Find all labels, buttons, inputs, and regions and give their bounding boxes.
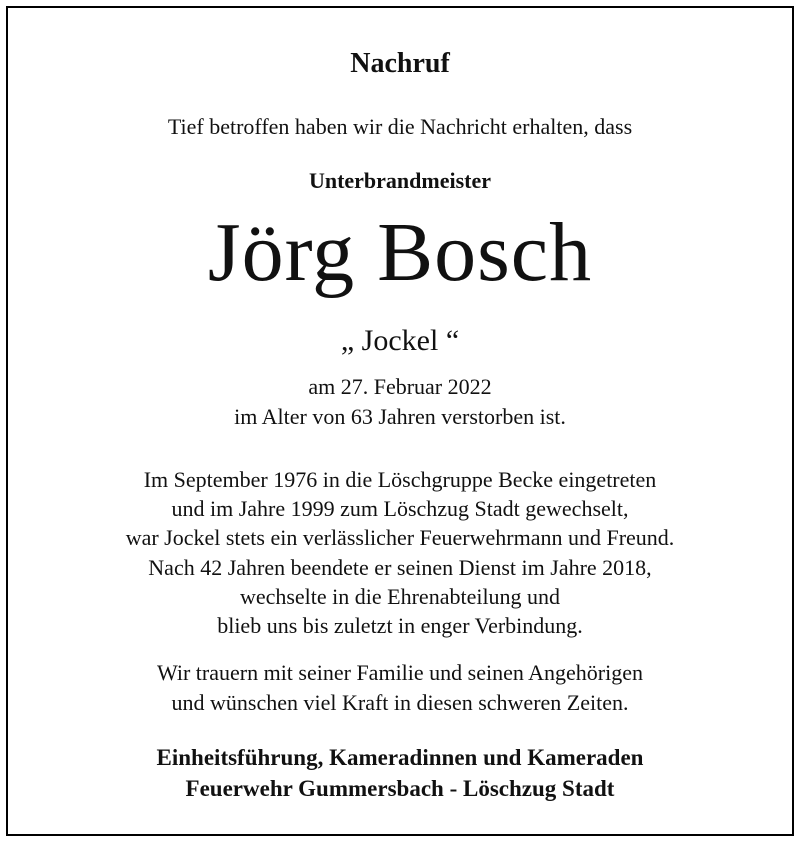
condolence-line: und wünschen viel Kraft in diesen schweren Zeiten. (171, 690, 629, 715)
obituary-notice (6, 6, 794, 836)
biography-line: wechselte in die Ehrenabteilung und (239, 584, 561, 609)
rank-title: Unterbrandmeister (308, 168, 492, 193)
age-line: im Alter von 63 Jahren verstorben ist. (234, 404, 566, 429)
signature-line: Einheitsführung, Kameradinnen und Kameraden (156, 745, 644, 770)
notice-heading: Nachruf (350, 48, 450, 79)
biography-line: Nach 42 Jahren beendete er seinen Dienst im Jahre 2018, (148, 555, 652, 580)
signature-line: Feuerwehr Gummersbach - Löschzug Stadt (185, 776, 615, 801)
biography-line: und im Jahre 1999 zum Löschzug Stadt gewechselt, (171, 496, 629, 521)
deceased-name: Jörg Bosch (207, 206, 593, 299)
condolence-line: Wir trauern mit seiner Familie und seinen Angehörigen (156, 660, 644, 685)
death-date-line: am 27. Februar 2022 (308, 374, 492, 399)
biography-line: Im September 1976 in die Löschgruppe Becke eingetreten (143, 467, 657, 492)
nickname: „ Jockel “ (340, 324, 460, 357)
intro-text: Tief betroffen haben wir die Nachricht erhalten, dass (167, 114, 633, 139)
biography-line: war Jockel stets ein verlässlicher Feuerwehrmann und Freund. (125, 525, 675, 550)
biography-line: blieb uns bis zuletzt in enger Verbindung. (217, 613, 583, 638)
